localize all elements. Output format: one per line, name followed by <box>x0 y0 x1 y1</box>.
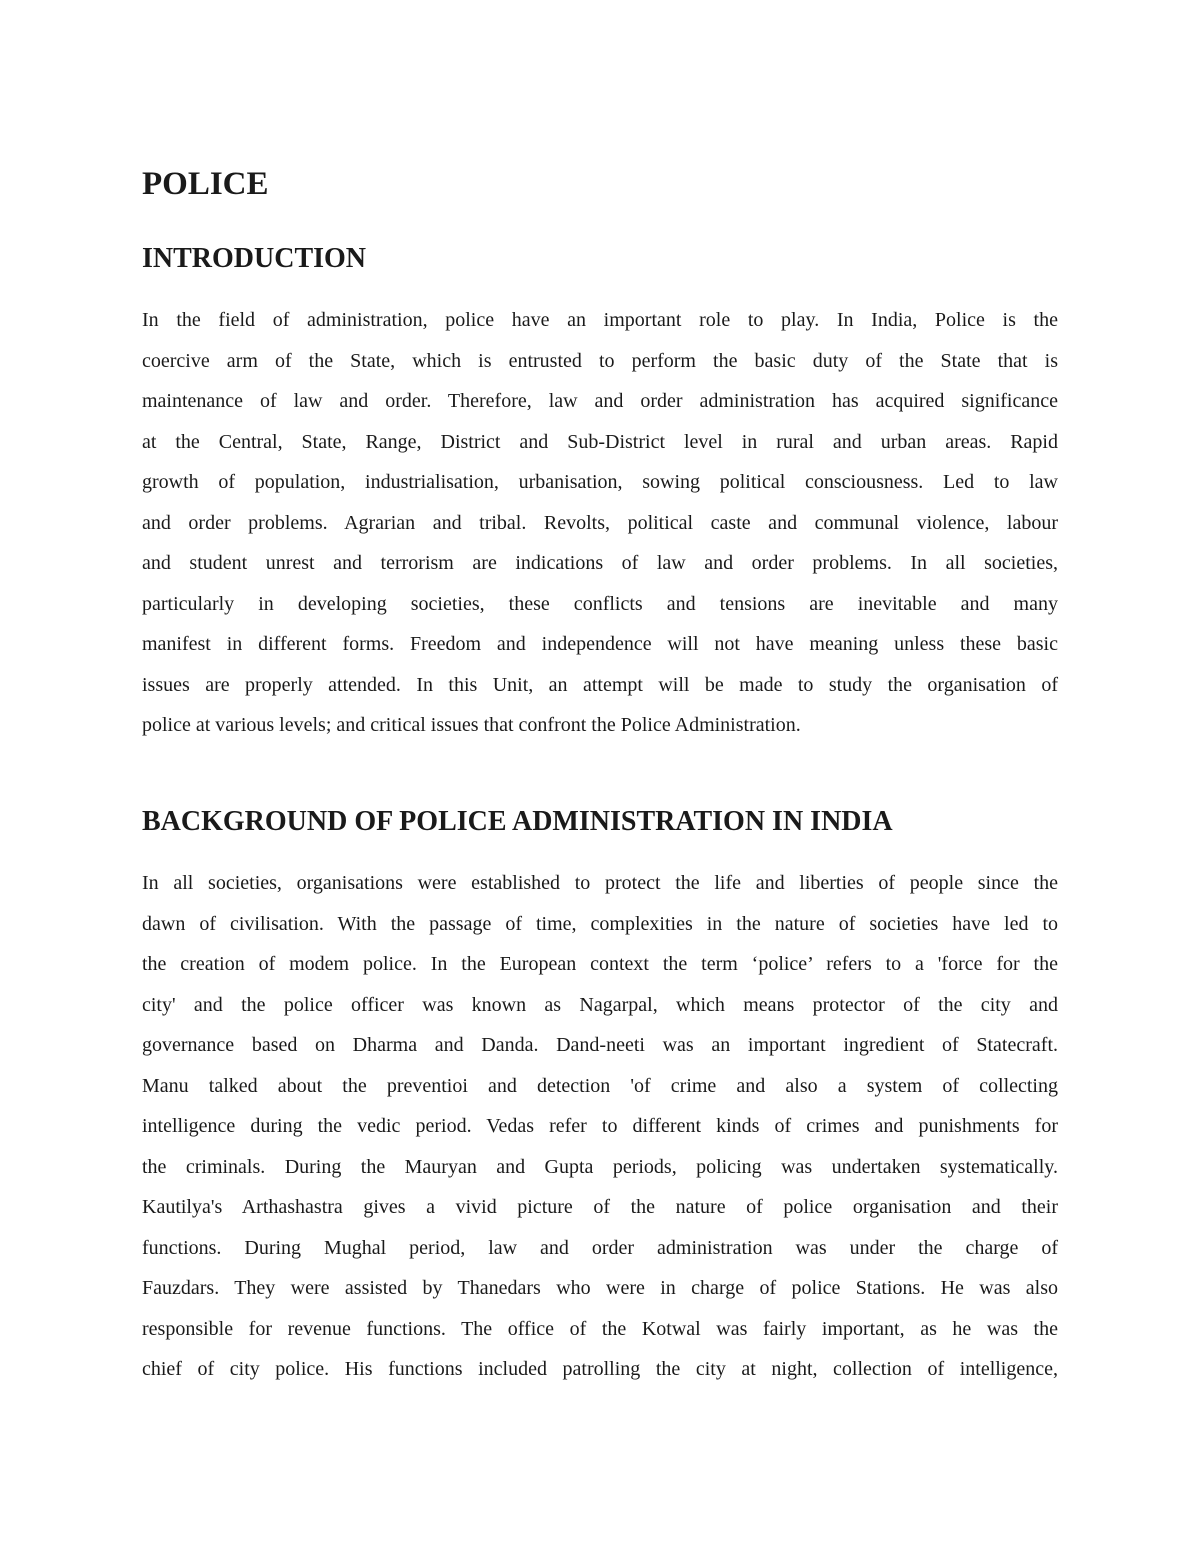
text-line: coercive arm of the State, which is entrusted to perform the basic duty of the State that is <box>142 349 1058 372</box>
section-heading-background: BACKGROUND OF POLICE ADMINISTRATION IN INDIA <box>142 806 893 837</box>
text-line: issues are properly attended. In this Unit, an attempt will be made to study the organisation of <box>142 673 1058 696</box>
text-line: chief of city police. His functions included patrolling the city at night, collection of intelligence, <box>142 1358 1058 1380</box>
text-line: responsible for revenue functions. The office of the Kotwal was fairly important, as he was the <box>142 1317 1058 1340</box>
text-line: and student unrest and terrorism are indications of law and order problems. In all societies, <box>142 552 1058 574</box>
text-line: at the Central, State, Range, District and Sub-District level in rural and urban areas. Rapid <box>142 430 1058 453</box>
text-line: In the field of administration, police have an important role to play. In India, Police is the <box>142 309 1058 331</box>
text-line: maintenance of law and order. Therefore, law and order administration has acquired significance <box>142 390 1058 412</box>
text-line: manifest in different forms. Freedom and independence will not have meaning unless these basic <box>142 633 1058 655</box>
introduction-paragraph <box>142 300 1058 746</box>
document-title: POLICE <box>142 166 269 202</box>
text-line: growth of population, industrialisation, urbanisation, sowing political consciousness. Led to law <box>142 471 1058 493</box>
text-line: and order problems. Agrarian and tribal. Revolts, political caste and communal violence, labour <box>142 511 1058 534</box>
text-line: Fauzdars. They were assisted by Thanedars who were in charge of police Stations. He was also <box>142 1277 1058 1299</box>
section-heading-introduction: INTRODUCTION <box>142 243 367 274</box>
text-line: the criminals. During the Mauryan and Gupta periods, policing was undertaken systematically. <box>142 1155 1058 1178</box>
text-line: dawn of civilisation. With the passage of time, complexities in the nature of societies have led to <box>142 912 1058 935</box>
text-line: particularly in developing societies, these conflicts and tensions are inevitable and many <box>142 592 1058 615</box>
text-line: police at various levels; and critical issues that confront the Police Administration. <box>142 714 801 736</box>
text-line: Manu talked about the preventioi and detection 'of crime and also a system of collecting <box>142 1074 1058 1097</box>
text-line: the creation of modem police. In the European context the term ‘police’ refers to a 'force for the <box>142 953 1058 975</box>
background-paragraph <box>142 863 1058 1390</box>
text-line: Kautilya's Arthashastra gives a vivid picture of the nature of police organisation and their <box>142 1196 1058 1218</box>
text-line: governance based on Dharma and Danda. Dand-neeti was an important ingredient of Statecraft. <box>142 1034 1058 1056</box>
text-line: In all societies, organisations were established to protect the life and liberties of people since the <box>142 872 1058 894</box>
text-line: functions. During Mughal period, law and order administration was under the charge of <box>142 1236 1058 1259</box>
text-line: city' and the police officer was known as Nagarpal, which means protector of the city and <box>142 993 1058 1016</box>
text-line: intelligence during the vedic period. Vedas refer to different kinds of crimes and punishments for <box>142 1115 1058 1137</box>
